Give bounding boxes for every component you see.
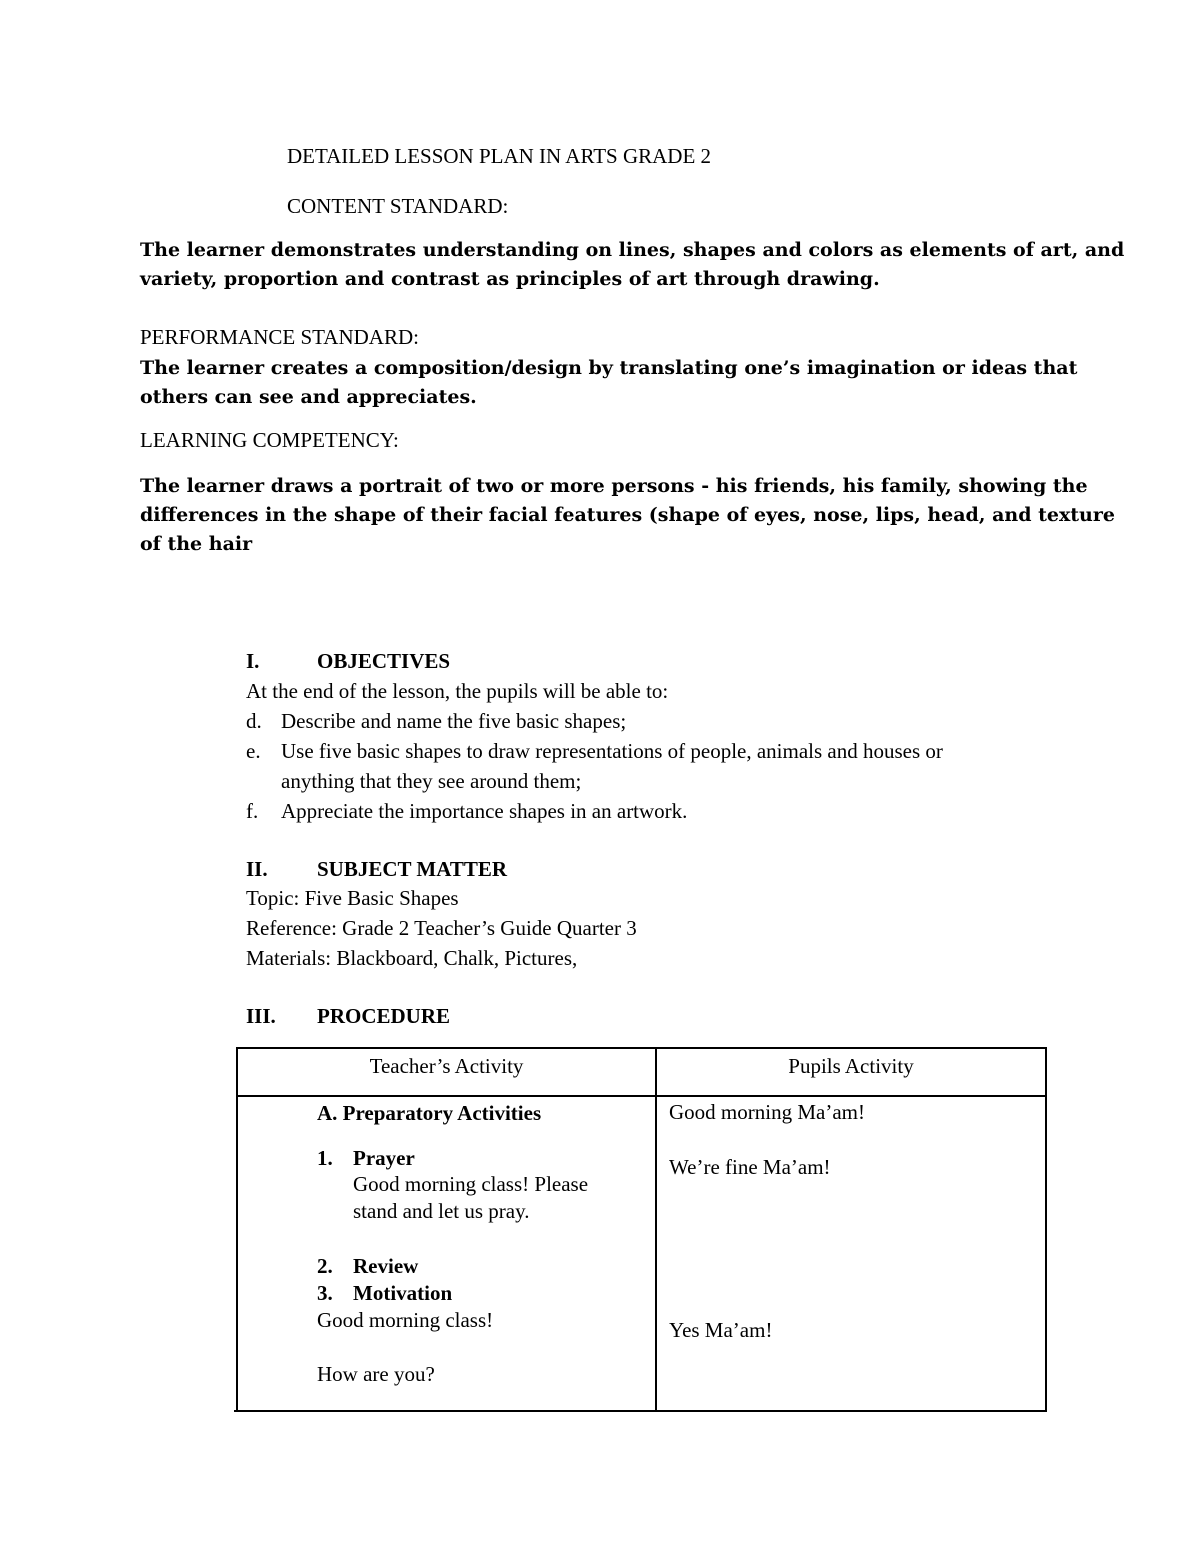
- content-standard-heading: CONTENT STANDARD:: [287, 194, 509, 218]
- header-pupils-activity: Pupils Activity: [788, 1054, 914, 1078]
- objective-item-f: Appreciate the importance shapes in an artwork.: [281, 799, 688, 823]
- objective-marker-f: f.: [246, 799, 259, 823]
- subject-materials: Materials: Blackboard, Chalk, Pictures,: [246, 946, 578, 970]
- subject-matter-heading: SUBJECT MATTER: [317, 857, 508, 881]
- table-right-border: [1045, 1047, 1047, 1412]
- table-bottom-border: [234, 1410, 1047, 1412]
- table-column-divider: [655, 1047, 657, 1412]
- teacher-item1-number: 1.: [317, 1146, 333, 1170]
- teacher-item2-number: 2.: [317, 1254, 333, 1278]
- procedure-heading: PROCEDURE: [317, 1004, 451, 1028]
- objective-item-e-line-2: anything that they see around them;: [281, 769, 582, 793]
- teacher-question: How are you?: [317, 1362, 435, 1386]
- procedure-number: III.: [246, 1004, 276, 1028]
- header-teacher-activity: Teacher’s Activity: [369, 1054, 524, 1078]
- learning-competency-line-1: The learner draws a portrait of two or more persons - his friends, his family, showing the: [140, 475, 1088, 497]
- objective-item-d: Describe and name the five basic shapes;: [281, 709, 627, 733]
- teacher-greeting: Good morning class!: [317, 1308, 494, 1332]
- teacher-item1-title: Prayer: [353, 1146, 415, 1170]
- objectives-heading: OBJECTIVES: [317, 649, 451, 673]
- learning-competency-line-3: of the hair: [140, 533, 253, 555]
- teacher-item3-number: 3.: [317, 1281, 333, 1305]
- teacher-item2-title: Review: [353, 1254, 419, 1278]
- performance-standard-line-2: others can see and appreciates.: [140, 386, 477, 408]
- objective-marker-e: e.: [246, 739, 261, 763]
- table-left-border: [236, 1047, 238, 1412]
- performance-standard-heading: PERFORMANCE STANDARD:: [140, 325, 419, 349]
- subject-matter-number: II.: [246, 857, 268, 881]
- objective-marker-d: d.: [246, 709, 262, 733]
- objectives-number: I.: [246, 649, 260, 673]
- objectives-intro: At the end of the lesson, the pupils will be able to:: [246, 679, 669, 703]
- teacher-item3-title: Motivation: [353, 1281, 453, 1305]
- pupils-response-2: We’re fine Ma’am!: [669, 1155, 831, 1179]
- pupils-response-3: Yes Ma’am!: [669, 1318, 773, 1342]
- subject-reference: Reference: Grade 2 Teacher’s Guide Quarter 3: [246, 916, 637, 940]
- table-header-divider: [236, 1095, 1047, 1097]
- teacher-item1-line-1: Good morning class! Please: [353, 1172, 589, 1196]
- teacher-section-preparatory: A. Preparatory Activities: [317, 1101, 542, 1125]
- performance-standard-line-1: The learner creates a composition/design by translating one’s imagination or ideas that: [140, 357, 1078, 379]
- objective-item-e-line-1: Use five basic shapes to draw representations of people, animals and houses or: [281, 739, 943, 763]
- content-standard-line-2: variety, proportion and contrast as principles of art through drawing.: [140, 268, 880, 290]
- learning-competency-line-2: differences in the shape of their facial features (shape of eyes, nose, lips, head, and texture: [140, 504, 1115, 526]
- document-title: DETAILED LESSON PLAN IN ARTS GRADE 2: [287, 144, 712, 168]
- table-top-border: [236, 1047, 1047, 1049]
- learning-competency-heading: LEARNING COMPETENCY:: [140, 428, 399, 452]
- content-standard-line-1: The learner demonstrates understanding on lines, shapes and colors as elements of art, and: [140, 239, 1125, 261]
- teacher-item1-line-2: stand and let us pray.: [353, 1199, 530, 1223]
- subject-topic: Topic: Five Basic Shapes: [246, 886, 459, 910]
- pupils-response-1: Good morning Ma’am!: [669, 1100, 865, 1124]
